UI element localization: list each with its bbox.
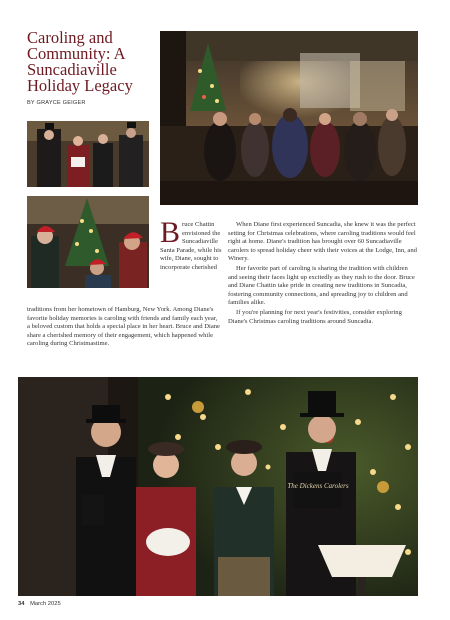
carolers-book-label: The Dickens Carolers <box>287 482 349 490</box>
drop-cap: B <box>160 216 181 249</box>
paragraph-2: Her favorite part of caroling is sharing the tradition with children and seeing their faces light up excitedly as they rush to the door. Bruce and Diane Chattin take pride in creating new traditions in Suncadia, fostering community connections, and spreading joy to children and families alike. <box>228 264 415 307</box>
byline: BY GRAYCE GEIGER <box>27 100 86 106</box>
intro-continued: traditions from her hometown of Hamburg, New York. Among Diane's favorite holiday memories is caroling with friends and family each year, a beloved custom that holds a special place in her heart. Bruce and Diane share a cherished memory of their engagement, which happened while caroling during Christmastime. <box>27 306 220 348</box>
party-photo <box>160 31 418 205</box>
carolers-photo <box>18 377 418 596</box>
article-title: Caroling and Community: A Suncadiaville Holiday Legacy <box>27 28 133 95</box>
issue-date: March 2025 <box>30 601 61 607</box>
paragraph-1: When Diane first experienced Suncadia, she knew it was the perfect setting for Christmas celebrations, where caroling traditions would feel right at home. Diane's tradition has brought over 60 Suncadiaville carolers to spread holiday cheer with their voices at the Lodge, Inn, and Winery. <box>228 221 417 263</box>
right-column <box>228 221 418 327</box>
tree-photo <box>27 196 149 288</box>
singers-photo <box>27 121 149 187</box>
paragraph-3: If you're planning for next year's festivities, consider exploring Diane's Christmas caroling traditions around Suncadia. <box>228 308 402 325</box>
page-number: 34 <box>18 601 25 607</box>
intro-text: ruce Chattin envisioned the Suncadiaville Santa Parade, while his wife, Diane, sought to incorporate cherished <box>160 221 222 271</box>
intro-dropcap-block <box>160 216 224 273</box>
page-footer <box>18 601 61 607</box>
